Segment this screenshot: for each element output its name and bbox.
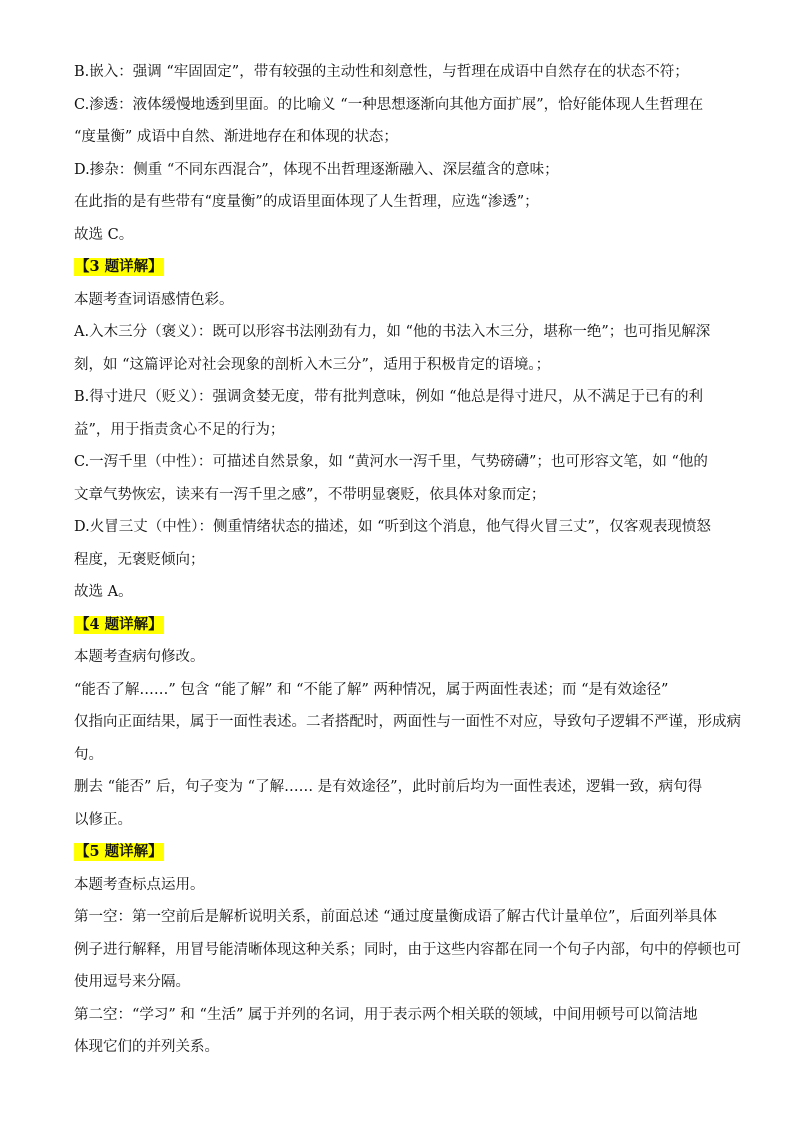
paragraph-line: 第二空：“学习” 和 “生活” 属于并列的名词，用于表示两个相关联的领域，中间用顿号可以简洁地: [74, 1006, 698, 1023]
paragraph-line: 本题考查词语感情色彩。: [74, 291, 234, 308]
paragraph-line: 本题考查标点运用。: [74, 876, 205, 893]
paragraph-line: 第一空：第一空前后是解析说明关系，前面总述 “通过度量衡成语了解古代计量单位”，后面列举具体: [74, 909, 717, 925]
section-heading-5: [74, 842, 724, 862]
paragraph-line: B.嵌入：强调 “牢固固定”，带有较强的主动性和刻意性，与哲理在成语中自然存在的状态不符；: [74, 64, 689, 80]
paragraph-line: 故选 C。: [74, 226, 134, 243]
paragraph-line: 句。: [74, 746, 103, 763]
paragraph-line: A.入木三分（褒义）：既可以形容书法刚劲有力，如 “他的书法入木三分，堪称一绝”；也可指见解深: [74, 324, 711, 340]
section-heading-label: 【5 题详解】: [75, 843, 163, 860]
section-heading-3: [74, 257, 724, 277]
paragraph-line: 使用逗号来分隔。: [74, 974, 190, 990]
paragraph-line: 本题考查病句修改。: [74, 649, 205, 665]
paragraph-line: 在此指的是有些带有“度量衡”的成语里面体现了人生哲理，应选“渗透”；: [74, 194, 539, 210]
paragraph-line: C.渗透：液体缓慢地透到里面。的比喻义 “一种思想逐渐向其他方面扩展”，恰好能体现人生哲理在: [74, 96, 704, 113]
paragraph-line: D.火冒三丈（中性）：侧重情绪状态的描述，如 “听到这个消息，他气得火冒三丈”，仅客观表现愤怒: [74, 519, 711, 535]
section-heading-4: [74, 615, 724, 635]
paragraph-line: 以修正。: [74, 811, 132, 828]
paragraph-line: 删去 “能否” 后，句子变为 “了解…… 是有效途径”，此时前后均为一面性表述，逻辑一致，病句得: [74, 779, 703, 795]
paragraph-line: “能否了解……” 包含 “能了解” 和 “不能了解” 两种情况，属于两面性表述；而 “是有效途径”: [74, 681, 669, 698]
paragraph-line: 益”，用于指责贪心不足的行为；: [74, 421, 285, 438]
paragraph-line: 仅指向正面结果，属于一面性表述。二者搭配时，两面性与一面性不对应，导致句子逻辑不严谨，形成病: [74, 714, 741, 730]
paragraph-line: 故选 A。: [74, 584, 133, 600]
paragraph-line: “度量衡” 成语中自然、渐进地存在和体现的状态；: [74, 129, 398, 145]
section-heading-label: 【3 题详解】: [75, 258, 163, 275]
paragraph-line: B.得寸进尺（贬义）：强调贪婪无度，带有批判意味，例如 “他总是得寸进尺，从不满足于已有的利: [74, 389, 704, 405]
paragraph-line: 体现它们的并列关系。: [74, 1039, 219, 1055]
paragraph-line: D.掺杂：侧重 “不同东西混合”，体现不出哲理逐渐融入、深层蕴含的意味；: [74, 161, 559, 178]
section-heading-label: 【4 题详解】: [75, 615, 163, 633]
document-body: [74, 62, 741, 1057]
paragraph-line: 文章气势恢宏，读来有一泻千里之感”，不带明显褒贬，依具体对象而定；: [74, 486, 546, 503]
paragraph-line: 程度，无褒贬倾向；: [74, 551, 205, 568]
paragraph-line: 例子进行解释，用冒号能清晰体现这种关系；同时，由于这些内容都在同一个句子内部，句中的停顿也可: [74, 941, 741, 958]
paragraph-line: 刻，如 “这篇评论对社会现象的剖析入木三分”，适用于积极肯定的语境。；: [74, 356, 551, 373]
paragraph-line: C.一泻千里（中性）：可描述自然景象，如 “黄河水一泻千里，气势磅礴”；也可形容文笔，如 “他的: [74, 454, 708, 470]
